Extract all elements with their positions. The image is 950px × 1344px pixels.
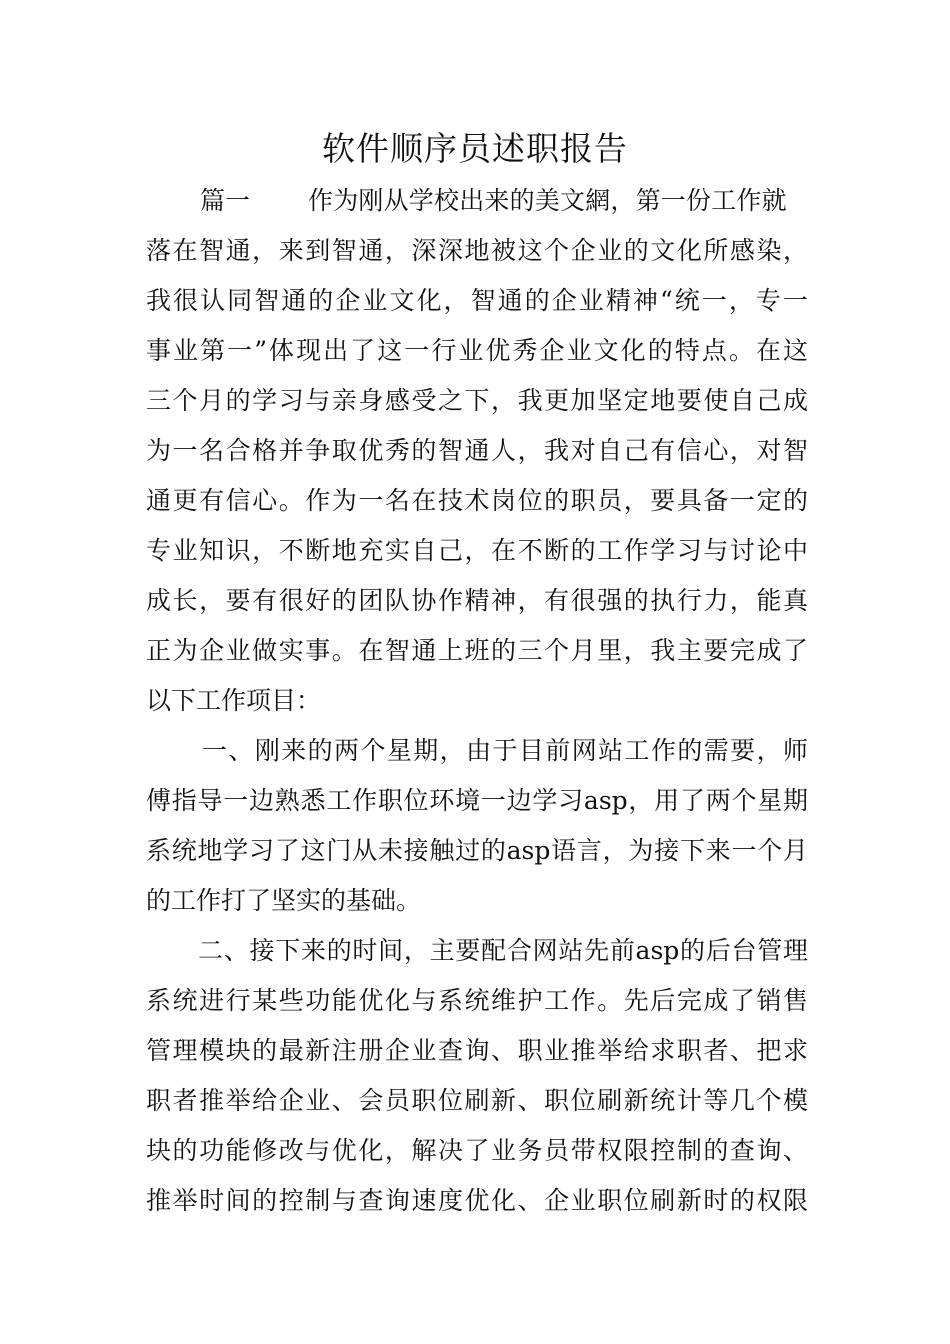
paragraph-3-line-2: 系统进行某些功能优化与系统维护工作。先后完成了销售 <box>146 986 808 1015</box>
paragraph-2-line-4: 的工作打了坚实的基础。 <box>146 886 422 915</box>
paragraph-1-line-9: 成长，要有很好的团队协作精神，有很强的执行力，能真 <box>146 586 808 615</box>
paragraph-3-line-1: 二、接下来的时间，主要配合网站先前asp的后台管理 <box>198 936 808 965</box>
paragraph-1-line-8: 专业知识，不断地充实自己，在不断的工作学习与讨论中 <box>146 536 808 565</box>
document-title: 软件顺序员述职报告 <box>322 129 628 168</box>
paragraph-3-line-5: 块的功能修改与优化，解决了业务员带权限控制的查询、 <box>146 1136 808 1165</box>
paragraph-2-line-2: 傅指导一边熟悉工作职位环境一边学习asp，用了两个星期 <box>146 786 808 815</box>
paragraph-1-line-6: 为一名合格并争取优秀的智通人，我对自己有信心，对智 <box>146 436 808 465</box>
paragraph-3-line-6: 推举时间的控制与查询速度优化、企业职位刷新时的权限 <box>146 1186 808 1215</box>
paragraph-1-line-11: 以下工作项目： <box>146 686 322 715</box>
paragraph-1-line-5: 三个月的学习与亲身感受之下，我更加坚定地要使自己成 <box>146 386 808 415</box>
paragraph-1-line-2: 落在智通，来到智通，深深地被这个企业的文化所感染， <box>146 236 808 265</box>
section-marker: 篇一 <box>200 186 251 215</box>
document-body <box>146 176 808 1226</box>
paragraph-1-line-7: 通更有信心。作为一名在技术岗位的职员，要具备一定的 <box>146 486 808 515</box>
paragraph-2-line-3: 系统地学习了这门从未接触过的asp语言，为接下来一个月 <box>146 836 808 865</box>
paragraph-1-line-4: 事业第一”体现出了这一行业优秀企业文化的特点。在这 <box>146 336 808 365</box>
paragraph-3-line-3: 管理模块的最新注册企业查询、职业推举给求职者、把求 <box>146 1036 808 1065</box>
paragraph-3-line-4: 职者推举给企业、会员职位刷新、职位刷新统计等几个模 <box>146 1086 808 1115</box>
paragraph-1-line-1 <box>146 176 808 226</box>
paragraph-line-text: 作为刚从学校出来的美文網，第一份工作就 <box>308 186 787 215</box>
paragraph-1-line-10: 正为企业做实事。在智通上班的三个月里，我主要完成了 <box>146 636 808 665</box>
paragraph-1-line-3: 我很认同智通的企业文化，智通的企业精神“统一，专一 <box>146 286 808 315</box>
paragraph-2-line-1: 一、刚来的两个星期，由于目前网站工作的需要，师 <box>202 736 808 765</box>
